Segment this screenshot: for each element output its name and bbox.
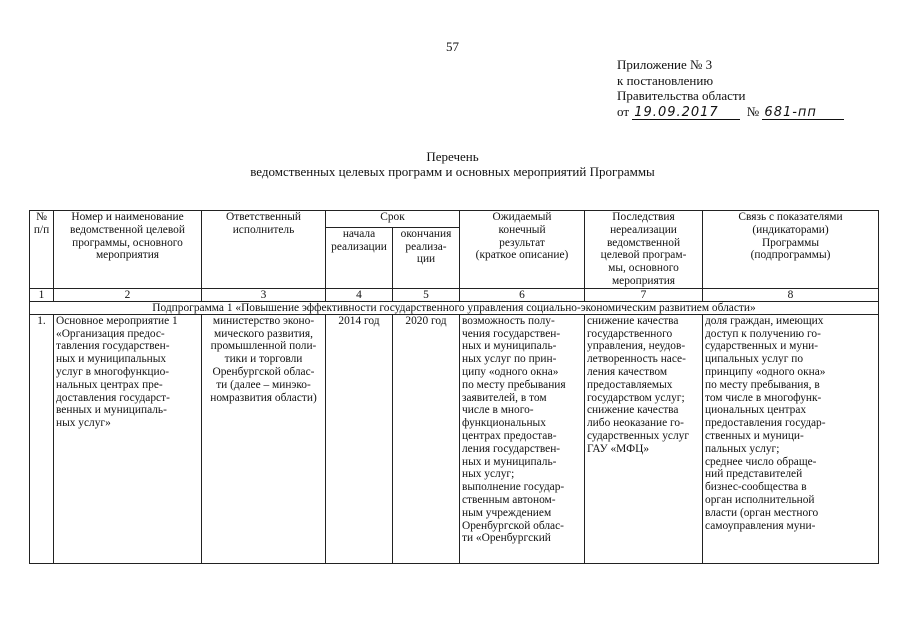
appendix-line1: Приложение № 3 [617, 57, 713, 72]
document-title [0, 149, 905, 179]
date-prefix: от [617, 103, 630, 119]
title-line2: ведомственных целевых программ и основных мероприятий Программы [250, 164, 655, 179]
handwritten-number: 681-пп [762, 107, 844, 120]
colnum-6: 6 [460, 288, 585, 301]
colnum-5: 5 [393, 288, 460, 301]
header-num: № п/п [30, 211, 54, 289]
row-indicators: доля граждан, имеющих доступ к получению го- сударственных и муни- ципальных услуг по принципу «одного окна» по месту пребывания, в том числе в многофунк- циональных центрах предоставления государ- ственных и муници- пальных услуг; среднее число обраще- ний представителей бизнес-сообщества в орган исполнительной власти (орган местного самоуправления муни- [703, 314, 879, 563]
page-number: 57 [446, 39, 459, 54]
row-executor: министерство эконо- мического развития, промышленной поли- тики и торговли Оренбургской облас- ти (далее – минэко- номразвития области) [202, 314, 326, 563]
row-num: 1. [30, 314, 54, 563]
handwritten-date: 19.09.2017 [632, 107, 740, 120]
header-indicators: Связь с показателями (индикаторами) Программы (подпрограммы) [703, 211, 879, 289]
header-srok-start: начала реализации [326, 227, 393, 288]
colnum-3: 3 [202, 288, 326, 301]
colnum-7: 7 [585, 288, 703, 301]
number-prefix: № [746, 103, 760, 119]
header-srok-end: окончания реализа- ции [393, 227, 460, 288]
subprogram-title: Подпрограмма 1 «Повышение эффективности государственного управления социально-экономическим развитием области» [30, 301, 879, 314]
colnum-4: 4 [326, 288, 393, 301]
header-consequences: Последствия нереализации ведомственной целевой програм- мы, основного мероприятия [585, 211, 703, 289]
header-name: Номер и наименование ведомственной целевой программы, основного мероприятия [54, 211, 202, 289]
colnum-8: 8 [703, 288, 879, 301]
header-executor: Ответственный исполнитель [202, 211, 326, 289]
row-consequences: снижение качества государственного управления, неудов- летворенность насе- ления качеством предоставляемых государством услуг; снижение качества либо неоказание го- сударственных услуг ГАУ «МФЦ» [585, 314, 703, 563]
title-line1: Перечень [426, 149, 479, 164]
row-end: 2020 год [393, 314, 460, 563]
colnum-2: 2 [54, 288, 202, 301]
colnum-1: 1 [30, 288, 54, 301]
column-numbers-row [30, 288, 879, 301]
appendix-block [617, 57, 844, 120]
appendix-line2: к постановлению [617, 72, 714, 88]
row-name: Основное мероприятие 1 «Организация предос- тавления государствен- ных и муниципальных услуг в многофункцио- нальных центрах пре- доставления государст- венных и муниципаль- ных услуг» [54, 314, 202, 563]
programs-table [29, 210, 879, 564]
header-srok: Срок [326, 211, 460, 228]
header-row [30, 211, 879, 228]
subprogram-row [30, 301, 879, 314]
appendix-date-line [617, 104, 844, 120]
row-start: 2014 год [326, 314, 393, 563]
table-row [30, 314, 879, 563]
row-result: возможность полу- чения государствен- ных и муниципаль- ных услуг по прин- ципу «одного окна» по месту пребывания заявителей, в том числе в много- функциональных центрах предостав- ления государствен- ных и муниципаль- ных услуг; выполнение государ- ственным автоном- ным учреждением Оренбургской облас- ти «Оренбургский [460, 314, 585, 563]
appendix-line3: Правительства области [617, 88, 746, 103]
header-result: Ожидаемый конечный результат (краткое описание) [460, 211, 585, 289]
